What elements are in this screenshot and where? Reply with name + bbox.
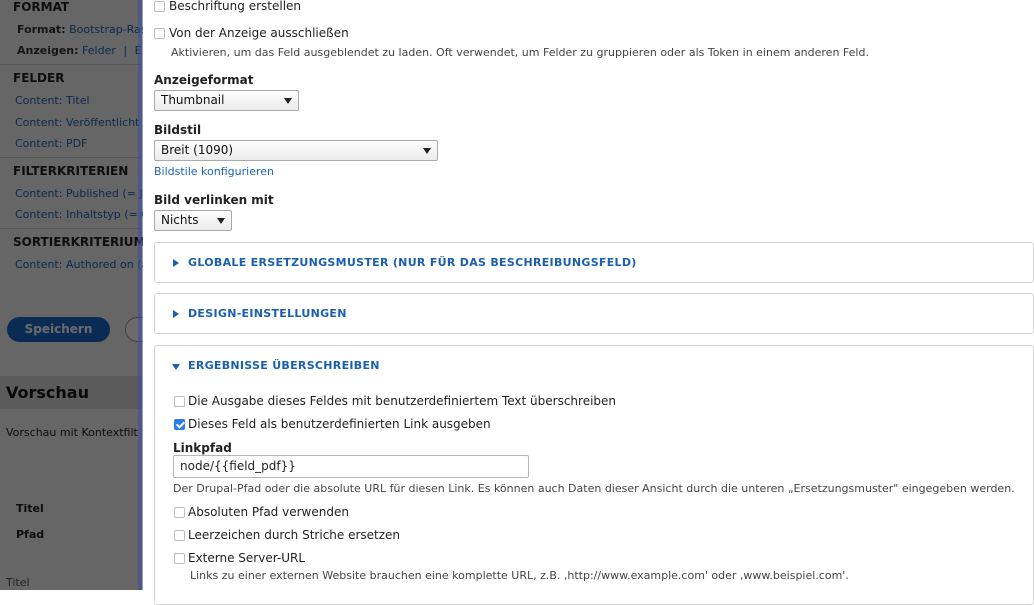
fieldset-design-settings[interactable] [154,293,1034,334]
image-style-select[interactable] [154,140,438,161]
field-config-dialog [143,0,1024,590]
link-path-description: Der Drupal-Pfad oder die absolute URL für diesen Link. Es können auch Daten dieser Ansicht durch die unteren „Ersetzungsmuster" eingegeben werden. [173,482,1015,495]
triangle-right-icon [173,259,179,267]
modal-overlay[interactable] [0,0,142,590]
triangle-right-icon [173,310,179,318]
output-link-label: Dieses Feld als benutzerdefinierten Link ausgeben [188,417,491,431]
configure-image-styles-link[interactable]: Bildstile konfigurieren [154,165,274,178]
external-url-checkbox[interactable] [174,553,185,564]
external-url-label: Externe Server-URL [188,551,306,565]
replace-spaces-label: Leerzeichen durch Striche ersetzen [188,528,401,542]
create-label-text: Beschriftung erstellen [169,0,302,13]
fieldset-global-replacement[interactable] [154,242,1034,283]
exclude-checkbox[interactable] [154,28,165,39]
replace-spaces-checkbox[interactable] [174,530,185,541]
external-url-description: Links zu einer externen Website brauchen eine komplette URL, z.B. ‚http://www.example.com' oder ‚www.beispiel.com'. [190,569,849,582]
fieldset-rewrite-results [154,345,1034,605]
chevron-down-icon [423,148,431,154]
link-image-select[interactable] [154,210,232,231]
triangle-down-icon [172,364,180,370]
create-label-checkbox[interactable] [154,1,165,12]
output-link-checkbox[interactable] [174,419,185,430]
rewrite-text-checkbox[interactable] [174,396,185,407]
chevron-down-icon [217,218,225,224]
display-format-select[interactable] [154,90,299,111]
display-format-label: Anzeigeformat [154,73,254,87]
link-image-label: Bild verlinken mit [154,193,274,207]
link-path-label: Linkpfad [173,441,232,455]
exclude-text: Von der Anzeige ausschließen [169,26,349,40]
fieldset-design-legend[interactable]: DESIGN-EINSTELLUNGEN [188,307,347,320]
fieldset-global-legend[interactable]: GLOBALE ERSETZUNGSMUSTER (NUR FÜR DAS BESCHREIBUNGSFELD) [188,256,637,269]
absolute-path-label: Absoluten Pfad verwenden [188,505,349,519]
chevron-down-icon [284,98,292,104]
rewrite-text-label: Die Ausgabe dieses Feldes mit benutzerdefiniertem Text überschreiben [188,394,617,408]
display-format-value: Thumbnail [161,93,225,107]
image-style-label: Bildstil [154,123,202,137]
image-style-value: Breit (1090) [161,143,234,157]
absolute-path-checkbox[interactable] [174,507,185,518]
link-path-input[interactable]: node/{{field_pdf}} [173,455,529,478]
link-image-value: Nichts [161,213,199,227]
fieldset-rewrite-legend[interactable]: ERGEBNISSE ÜBERSCHREIBEN [188,359,380,372]
exclude-description: Aktivieren, um das Feld ausgeblendet zu laden. Oft verwendet, um Felder zu gruppieren oder als Token in einem anderen Feld. [171,46,869,59]
